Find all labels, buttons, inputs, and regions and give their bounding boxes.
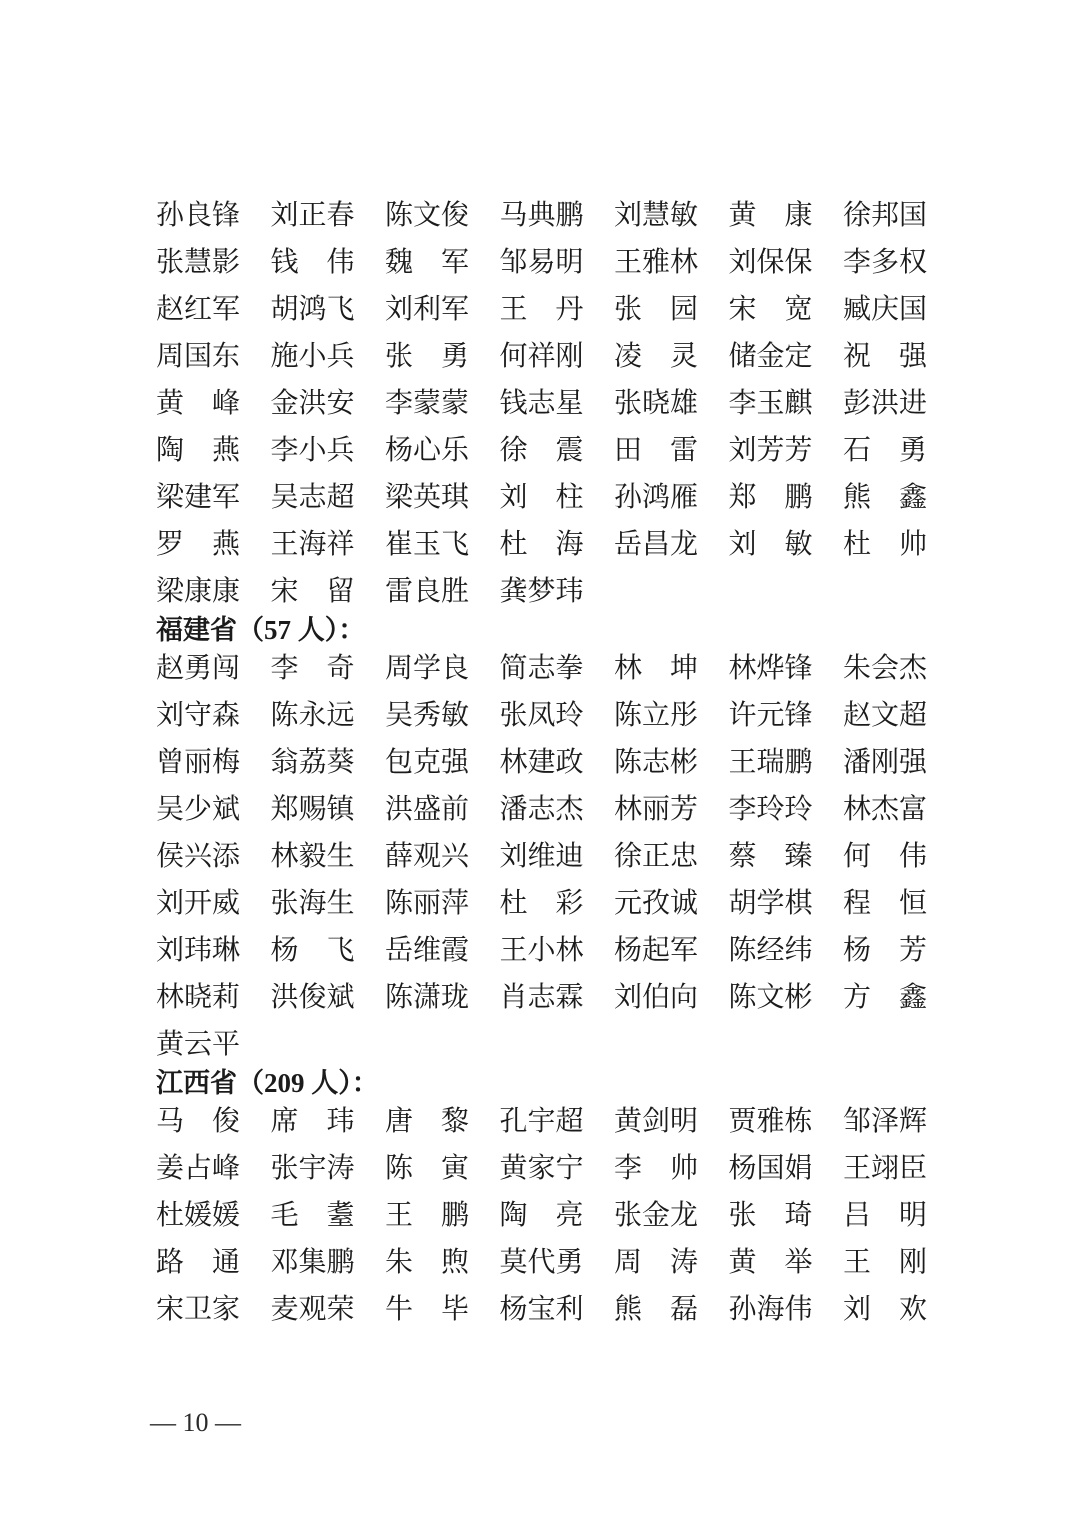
- person-name: 林毅生: [270, 841, 355, 872]
- name-row: [156, 239, 928, 286]
- person-name: 黄剑明: [614, 1106, 699, 1137]
- person-name: 钱伟: [270, 247, 355, 278]
- person-name: 杨宝利: [499, 1294, 584, 1325]
- person-name: 黄举: [728, 1247, 813, 1278]
- person-name: 包克强: [385, 747, 470, 778]
- person-name: 薛观兴: [385, 841, 470, 872]
- person-name: 王瑞鹏: [728, 747, 813, 778]
- person-name: 李蒙蒙: [385, 388, 470, 419]
- person-name: 刘正春: [270, 200, 355, 231]
- person-name: 陈文俊: [385, 200, 470, 231]
- person-name: 储金定: [728, 341, 813, 372]
- person-name: 赵红军: [156, 294, 241, 325]
- person-name: 许元锋: [728, 700, 813, 731]
- person-name: 梁英琪: [385, 482, 470, 513]
- person-name: 刘守森: [156, 700, 241, 731]
- person-name: 姜占峰: [156, 1153, 241, 1184]
- person-name: 宋宽: [728, 294, 813, 325]
- person-name: 刘柱: [499, 482, 584, 513]
- person-name: 马典鹏: [499, 200, 584, 231]
- person-name: 张琦: [728, 1200, 813, 1231]
- person-name: 李玉麒: [728, 388, 813, 419]
- person-name: 岳昌龙: [614, 529, 699, 560]
- person-name: 李玲玲: [728, 794, 813, 825]
- person-name: 王刚: [843, 1247, 927, 1278]
- person-name: 陈丽萍: [385, 888, 470, 919]
- person-name: 周国东: [156, 341, 241, 372]
- person-name: 梁建军: [156, 482, 241, 513]
- person-name: 钱志星: [499, 388, 584, 419]
- person-name: 罗燕: [156, 529, 240, 560]
- person-name: 刘玮琳: [156, 935, 241, 966]
- person-name: 李多权: [843, 247, 928, 278]
- person-name: 陈寅: [385, 1153, 469, 1184]
- person-name: 洪俊斌: [270, 982, 355, 1013]
- province-heading: 福建省（57 人）：: [156, 615, 366, 645]
- person-name: 杜彩: [499, 888, 584, 919]
- name-row: [156, 739, 928, 786]
- person-name: 臧庆国: [843, 294, 928, 325]
- person-name: 王翊臣: [843, 1153, 928, 1184]
- person-name: 吴秀敏: [385, 700, 470, 731]
- name-row: [156, 1021, 928, 1068]
- name-row: [156, 833, 928, 880]
- person-name: 路通: [156, 1247, 240, 1278]
- person-name: 侯兴添: [156, 841, 241, 872]
- person-name: 杨心乐: [385, 435, 470, 466]
- person-name: 蔡臻: [728, 841, 813, 872]
- person-name: 胡学棋: [728, 888, 813, 919]
- name-row: [156, 1192, 928, 1239]
- person-name: 杨飞: [270, 935, 355, 966]
- person-name: 田雷: [614, 435, 698, 466]
- province-heading: 江西省（209 人）：: [156, 1068, 379, 1098]
- person-name: 朱会杰: [843, 653, 928, 684]
- person-name: 林丽芳: [614, 794, 699, 825]
- page-number: — 10 —: [150, 1408, 241, 1437]
- name-row: [156, 1145, 928, 1192]
- person-name: 赵文超: [843, 700, 928, 731]
- person-name: 杜媛媛: [156, 1200, 241, 1231]
- name-row: [156, 192, 928, 239]
- person-name: 麦观荣: [270, 1294, 355, 1325]
- name-row: [156, 692, 928, 739]
- name-row: [156, 521, 928, 568]
- person-name: 王小林: [499, 935, 584, 966]
- person-name: 金洪安: [270, 388, 355, 419]
- person-name: 郑鹏: [728, 482, 813, 513]
- person-name: 邹易明: [499, 247, 584, 278]
- person-name: 程恒: [843, 888, 927, 919]
- person-name: 刘维迪: [499, 841, 584, 872]
- person-name: 徐邦国: [843, 200, 928, 231]
- person-name: 龚梦玮: [499, 576, 584, 607]
- person-name: 崔玉飞: [385, 529, 470, 560]
- person-name: 陈经纬: [728, 935, 813, 966]
- person-name: 王丹: [499, 294, 584, 325]
- person-name: 潘刚强: [843, 747, 928, 778]
- person-name: 孙鸿雁: [614, 482, 699, 513]
- person-name: 雷良胜: [385, 576, 470, 607]
- person-name: 周学良: [385, 653, 470, 684]
- person-name: 孔宇超: [499, 1106, 584, 1137]
- person-name: 张勇: [385, 341, 469, 372]
- person-name: 刘敏: [728, 529, 813, 560]
- person-name: 陶亮: [499, 1200, 584, 1231]
- person-name: 吴少斌: [156, 794, 241, 825]
- person-name: 李奇: [270, 653, 355, 684]
- name-row: [156, 974, 928, 1021]
- name-row: [156, 380, 928, 427]
- person-name: 杨国娟: [728, 1153, 813, 1184]
- person-name: 黄家宁: [499, 1153, 584, 1184]
- person-name: 孙海伟: [728, 1294, 813, 1325]
- person-name: 陈潇珑: [385, 982, 470, 1013]
- person-name: 黄康: [728, 200, 813, 231]
- person-name: 周涛: [614, 1247, 698, 1278]
- person-name: 何伟: [843, 841, 927, 872]
- name-row: [156, 333, 928, 380]
- person-name: 马俊: [156, 1106, 240, 1137]
- person-name: 孙良锋: [156, 200, 241, 231]
- person-name: 刘保保: [728, 247, 813, 278]
- person-name: 毛耋: [270, 1200, 355, 1231]
- person-name: 施小兵: [270, 341, 355, 372]
- person-name: 元孜诚: [614, 888, 699, 919]
- person-name: 石勇: [843, 435, 927, 466]
- person-name: 翁荔葵: [270, 747, 355, 778]
- person-name: 熊鑫: [843, 482, 927, 513]
- name-row: [156, 568, 928, 615]
- person-name: 杜帅: [843, 529, 927, 560]
- name-row: [156, 1098, 928, 1145]
- name-row: [156, 1286, 928, 1333]
- person-name: 黄云平: [156, 1029, 241, 1060]
- person-name: 李帅: [614, 1153, 698, 1184]
- person-name: 黄峰: [156, 388, 240, 419]
- person-name: 林杰富: [843, 794, 928, 825]
- person-name: 简志拳: [499, 653, 584, 684]
- person-name: 宋卫家: [156, 1294, 241, 1325]
- person-name: 潘志杰: [499, 794, 584, 825]
- person-name: 林烨锋: [728, 653, 813, 684]
- person-name: 熊磊: [614, 1294, 698, 1325]
- person-name: 凌灵: [614, 341, 698, 372]
- person-name: 张宇涛: [270, 1153, 355, 1184]
- person-name: 岳维霞: [385, 935, 470, 966]
- person-name: 陶燕: [156, 435, 240, 466]
- person-name: 林坤: [614, 653, 698, 684]
- person-name: 宋留: [270, 576, 355, 607]
- person-name: 林晓莉: [156, 982, 241, 1013]
- person-name: 杨起军: [614, 935, 699, 966]
- person-name: 林建政: [499, 747, 584, 778]
- person-name: 邹泽辉: [843, 1106, 928, 1137]
- person-name: 张海生: [270, 888, 355, 919]
- name-row: [156, 474, 928, 521]
- person-name: 肖志霖: [499, 982, 584, 1013]
- person-name: 张园: [614, 294, 698, 325]
- person-name: 刘利军: [385, 294, 470, 325]
- person-name: 牛毕: [385, 1294, 469, 1325]
- person-name: 吕明: [843, 1200, 927, 1231]
- person-name: 方鑫: [843, 982, 927, 1013]
- person-name: 彭洪进: [843, 388, 928, 419]
- person-name: 洪盛前: [385, 794, 470, 825]
- name-row: [156, 645, 928, 692]
- person-name: 张凤玲: [499, 700, 584, 731]
- person-name: 朱煦: [385, 1247, 469, 1278]
- person-name: 赵勇闯: [156, 653, 241, 684]
- person-name: 张晓雄: [614, 388, 699, 419]
- person-name: 杜海: [499, 529, 584, 560]
- name-row: [156, 880, 928, 927]
- person-name: 邓集鹏: [270, 1247, 355, 1278]
- person-name: 郑赐镇: [270, 794, 355, 825]
- person-name: 刘伯向: [614, 982, 699, 1013]
- person-name: 徐震: [499, 435, 584, 466]
- person-name: 刘慧敏: [614, 200, 699, 231]
- person-name: 陈文彬: [728, 982, 813, 1013]
- person-name: 吴志超: [270, 482, 355, 513]
- person-name: 陈永远: [270, 700, 355, 731]
- person-name: 席玮: [270, 1106, 355, 1137]
- person-name: 张慧影: [156, 247, 241, 278]
- person-name: 刘芳芳: [728, 435, 813, 466]
- document-body: [156, 192, 928, 1333]
- person-name: 贾雅栋: [728, 1106, 813, 1137]
- person-name: 陈立彤: [614, 700, 699, 731]
- person-name: 胡鸿飞: [270, 294, 355, 325]
- name-row: [156, 1239, 928, 1286]
- person-name: 杨芳: [843, 935, 927, 966]
- person-name: 梁康康: [156, 576, 241, 607]
- person-name: 魏军: [385, 247, 469, 278]
- person-name: 刘欢: [843, 1294, 927, 1325]
- person-name: 唐黎: [385, 1106, 469, 1137]
- person-name: 李小兵: [270, 435, 355, 466]
- person-name: 曾丽梅: [156, 747, 241, 778]
- person-name: 祝强: [843, 341, 927, 372]
- name-row: [156, 427, 928, 474]
- person-name: 王鹏: [385, 1200, 469, 1231]
- name-row: [156, 927, 928, 974]
- person-name: 陈志彬: [614, 747, 699, 778]
- person-name: 王雅林: [614, 247, 699, 278]
- person-name: 何祥刚: [499, 341, 584, 372]
- person-name: 莫代勇: [499, 1247, 584, 1278]
- person-name: 徐正忠: [614, 841, 699, 872]
- person-name: 张金龙: [614, 1200, 699, 1231]
- name-row: [156, 786, 928, 833]
- name-row: [156, 286, 928, 333]
- person-name: 王海祥: [270, 529, 355, 560]
- person-name: 刘开威: [156, 888, 241, 919]
